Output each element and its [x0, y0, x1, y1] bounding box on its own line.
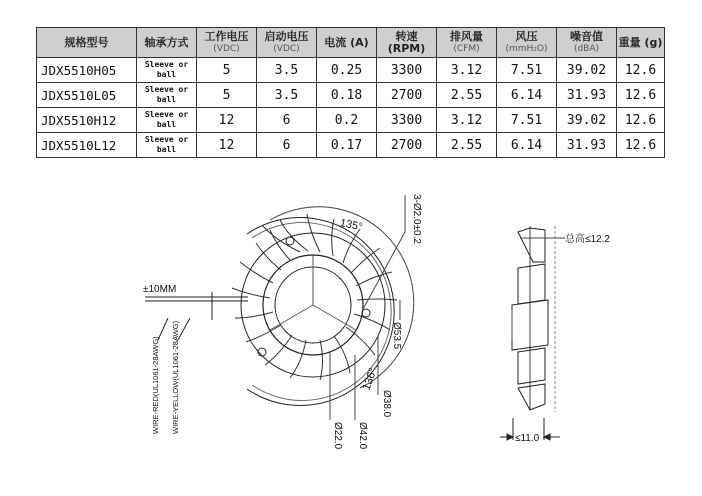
header-cell	[617, 28, 665, 58]
bearing-line: Sleeve or	[144, 110, 189, 119]
header-label: 电流 (A)	[324, 35, 369, 49]
wire-length-label: ±10MM	[143, 284, 177, 295]
pressure-cell: 7.51	[497, 108, 557, 133]
airflow-cell: 2.55	[437, 133, 497, 158]
mount-hole	[286, 237, 294, 245]
model-cell: JDX5510L12	[37, 133, 137, 158]
angle-top-label: 135°	[338, 217, 364, 234]
start-voltage-cell: 3.5	[257, 58, 317, 83]
current-cell: 0.17	[317, 133, 377, 158]
start-voltage-cell: 3.5	[257, 83, 317, 108]
pressure-cell: 7.51	[497, 58, 557, 83]
bearing-line: ball	[156, 70, 177, 79]
header-cell	[37, 28, 137, 58]
header-unit: (VDC)	[273, 43, 300, 54]
speed-cell: 3300	[377, 58, 437, 83]
side-view	[500, 226, 565, 440]
mount-dia-label: Ø38.0	[381, 390, 392, 418]
pressure-cell: 6.14	[497, 83, 557, 108]
table-row	[37, 108, 665, 133]
header-cell	[317, 28, 377, 58]
angle-bottom-label: 136°	[360, 366, 380, 392]
header-cell	[137, 28, 197, 58]
weight-cell: 12.6	[617, 83, 665, 108]
table-row	[37, 83, 665, 108]
airflow-cell: 3.12	[437, 108, 497, 133]
header-cell	[497, 28, 557, 58]
voltage-cell: 12	[197, 108, 257, 133]
header-label: 规格型号	[64, 35, 109, 49]
bearing-cell	[137, 58, 197, 83]
header-cell	[257, 28, 317, 58]
current-cell: 0.18	[317, 83, 377, 108]
header-unit: (CFM)	[453, 43, 480, 54]
bearing-line: ball	[156, 95, 177, 104]
airflow-cell: 3.12	[437, 58, 497, 83]
header-cell	[197, 28, 257, 58]
noise-cell: 39.02	[557, 58, 617, 83]
holes-label: 3-Ø2.0±0.2	[411, 194, 422, 244]
bearing-line: Sleeve or	[144, 135, 189, 144]
voltage-cell: 12	[197, 133, 257, 158]
voltage-cell: 5	[197, 83, 257, 108]
bearing-cell	[137, 83, 197, 108]
bearing-cell	[137, 108, 197, 133]
wire-yellow-label: WIRE-YELLOW(UL1061-28AWG)	[171, 320, 180, 434]
spec-table	[36, 27, 665, 158]
header-label: 轴承方式	[144, 35, 189, 49]
mount-hole	[258, 348, 266, 356]
noise-cell: 31.93	[557, 83, 617, 108]
wire-red-label: WIRE-RED(UL1061-28AWG)	[151, 336, 160, 434]
current-cell: 0.25	[317, 58, 377, 83]
header-label: 工作电压	[204, 29, 249, 43]
speed-cell: 3300	[377, 108, 437, 133]
bearing-line: Sleeve or	[144, 60, 189, 69]
total-height-label: 总高≤12.2	[565, 234, 610, 245]
table-row	[37, 58, 665, 83]
wire-bundle	[145, 292, 248, 340]
header-label: 启动电压	[264, 29, 309, 43]
noise-cell: 31.93	[557, 133, 617, 158]
bearing-line: Sleeve or	[144, 85, 189, 94]
weight-cell: 12.6	[617, 58, 665, 83]
start-voltage-cell: 6	[257, 133, 317, 158]
header-unit: (VDC)	[213, 43, 240, 54]
front-view	[232, 195, 414, 420]
model-cell: JDX5510H05	[37, 58, 137, 83]
speed-cell: 2700	[377, 133, 437, 158]
pressure-cell: 6.14	[497, 133, 557, 158]
hub-dia-label: Ø22.0	[332, 422, 343, 450]
fan-technical-drawing	[0, 180, 702, 496]
bearing-line: ball	[156, 120, 177, 129]
model-cell: JDX5510L05	[37, 83, 137, 108]
outer-dia-label: Ø53.5	[391, 322, 402, 350]
header-label: 转速(RPM)	[387, 29, 426, 55]
current-cell: 0.2	[317, 108, 377, 133]
airflow-cell: 2.55	[437, 83, 497, 108]
header-label: 重量 (g)	[618, 35, 663, 49]
header-unit: (mmH₂O)	[505, 43, 548, 54]
speed-cell: 2700	[377, 83, 437, 108]
weight-cell: 12.6	[617, 133, 665, 158]
bearing-line: ball	[156, 145, 177, 154]
model-cell: JDX5510H12	[37, 108, 137, 133]
table-row	[37, 133, 665, 158]
header-label: 排风量	[450, 29, 483, 43]
header-label: 噪音值	[570, 29, 603, 43]
noise-cell: 39.02	[557, 108, 617, 133]
header-cell	[437, 28, 497, 58]
table-header-row	[37, 28, 665, 58]
header-label: 风压	[515, 29, 538, 43]
start-voltage-cell: 6	[257, 108, 317, 133]
header-cell	[377, 28, 437, 58]
thickness-label: ≤11.0	[515, 433, 540, 444]
header-cell	[557, 28, 617, 58]
weight-cell: 12.6	[617, 108, 665, 133]
frame-dia-label: Ø42.0	[357, 422, 368, 450]
mount-hole	[362, 309, 370, 317]
header-unit: (dBA)	[573, 43, 600, 54]
voltage-cell: 5	[197, 58, 257, 83]
bearing-cell	[137, 133, 197, 158]
